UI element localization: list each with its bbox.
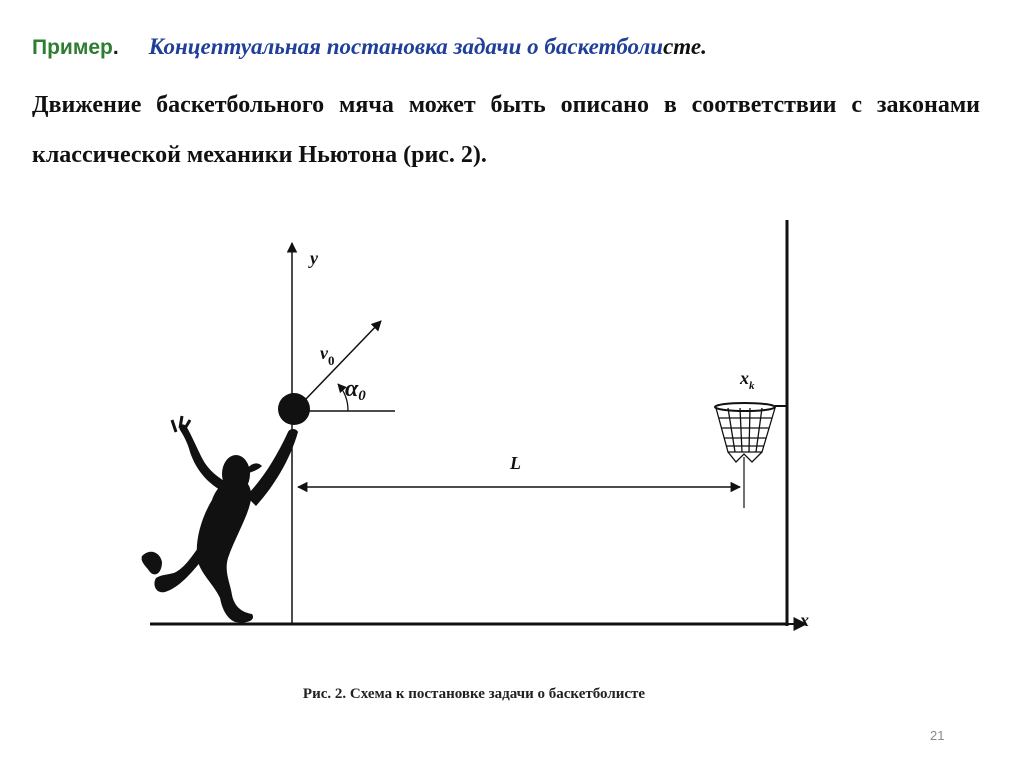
player-silhouette-icon (142, 416, 298, 623)
basketball-icon (278, 393, 310, 425)
example-title-end: сте. (663, 34, 707, 59)
x-axis-label: x (800, 610, 809, 630)
angle-label: α0 (345, 376, 366, 404)
example-label: Пример (32, 36, 113, 59)
body-paragraph: Движение баскетбольного мяча может быть описано в соответствии с законами классической механики Ньютона (рис. 2). (32, 92, 980, 168)
velocity-label: $v_0$ (320, 343, 335, 368)
figure-caption: Рис. 2. Схема к постановке задачи о баскетболисте (302, 686, 646, 702)
velocity-vector (305, 321, 381, 400)
example-title: Концептуальная постановка задачи о баскетболи (148, 34, 664, 59)
y-axis-label: y (310, 248, 318, 268)
hoop-net-icon (715, 403, 788, 462)
page-number: 21 (930, 728, 945, 743)
distance-label: L (510, 453, 521, 473)
hoop-label: $x_k$ (740, 368, 755, 392)
example-dot: . (112, 36, 119, 59)
